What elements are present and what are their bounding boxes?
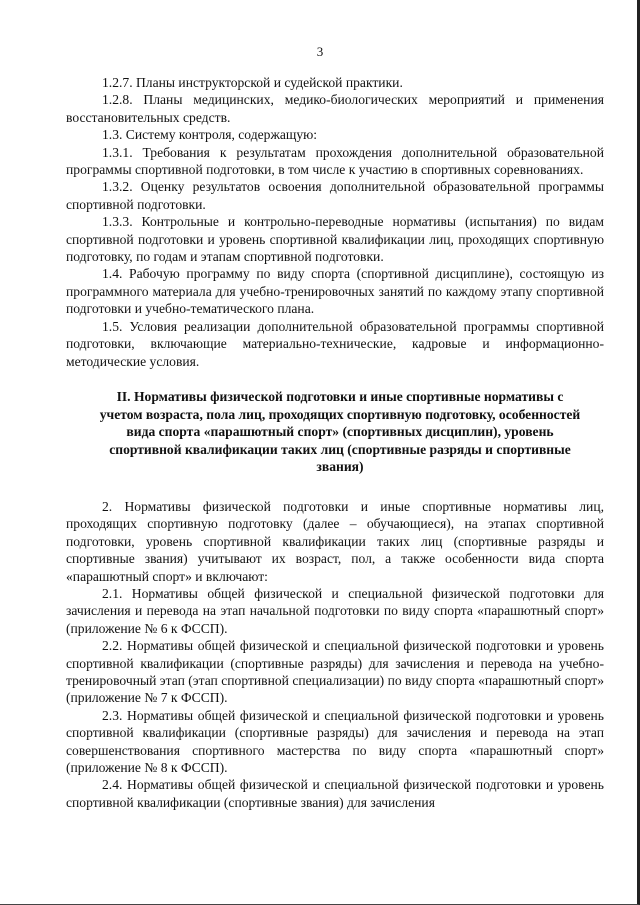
section-heading: II. Нормативы физической подготовки и иные спортивные нормативы с учетом возраста, пола лиц, проходящих спортивную подготовку, особенностей вида спорта «парашютный спорт» (спортивных дисциплин), уровень спортивной квалификации таких лиц (спортивные разряды и спортивные звания) [99, 388, 581, 475]
paragraph-1-5: 1.5. Условия реализации дополнительной образовательной программы спортивной подготовки, включающие материально-технические, кадровые и информационно-методические условия. [66, 318, 604, 369]
paragraph-1-2-7: 1.2.7. Планы инструкторской и судейской практики. [102, 75, 403, 90]
paragraph-1-3-1: 1.3.1. Требования к результатам прохождения дополнительной образовательной программы спортивной подготовки, в том числе к участию в спортивных соревнованиях. [66, 144, 604, 178]
section-2-body [66, 498, 604, 811]
paragraph-2-3: 2.3. Нормативы общей физической и специальной физической подготовки и уровень спортивной квалификации (спортивные разряды) для зачисления и перевода на этап совершенствования спортивного мастерства по виду спорта «парашютный спорт» (приложение № 8 к ФССП). [66, 707, 604, 775]
paragraph-1-3: 1.3. Систему контроля, содержащую: [102, 127, 318, 143]
paragraph-2: 2. Нормативы физической подготовки и иные спортивные нормативы лиц, проходящих спортивную подготовку (далее – обучающиеся), на этапах спортивной подготовки, уровень спортивной квалификации таких лиц (спортивные разряды и спортивные звания) учитывают их возраст, пол, а также особенности вида спорта «парашютный спорт» и включают: [66, 498, 604, 584]
paragraph-2-4: 2.4. Нормативы общей физической и специальной физической подготовки и уровень спортивной квалификации (спортивные звания) для зачисления [66, 777, 604, 810]
page-number: 3 [316, 44, 324, 59]
paragraph-1-2-8: 1.2.8. Планы медицинских, медико-биологических мероприятий и применения восстановительных средств. [66, 92, 604, 125]
paragraph-1-4: 1.4. Рабочую программу по виду спорта (спортивной дисциплине), состоящую из программного материала для учебно-тренировочных занятий по каждому этапу спортивной подготовки и учебно-тематического плана. [66, 266, 604, 317]
paragraph-2-2: 2.2. Нормативы общей физической и специальной физической подготовки и уровень спортивной квалификации (спортивные разряды) для зачисления и перевода на учебно-тренировочный этап (этап спортивной специализации) по виду спорта «парашютный спорт» (приложение № 7 к ФССП). [66, 638, 604, 706]
paragraph-1-3-2: 1.3.2. Оценку результатов освоения дополнительной образовательной программы спортивной подготовки. [66, 179, 604, 212]
document-body [66, 74, 604, 811]
paragraph-1-3-3: 1.3.3. Контрольные и контрольно-переводные нормативы (испытания) по видам спортивной подготовки и уровень спортивной квалификации лиц, проходящих спортивную подготовку, по годам и этапам спортивной подготовки. [66, 214, 604, 265]
paragraph-2-1: 2.1. Нормативы общей физической и специальной физической подготовки для зачисления и перевода на этап начальной подготовки по виду спорта «парашютный спорт» (приложение № 6 к ФССП). [66, 585, 604, 636]
